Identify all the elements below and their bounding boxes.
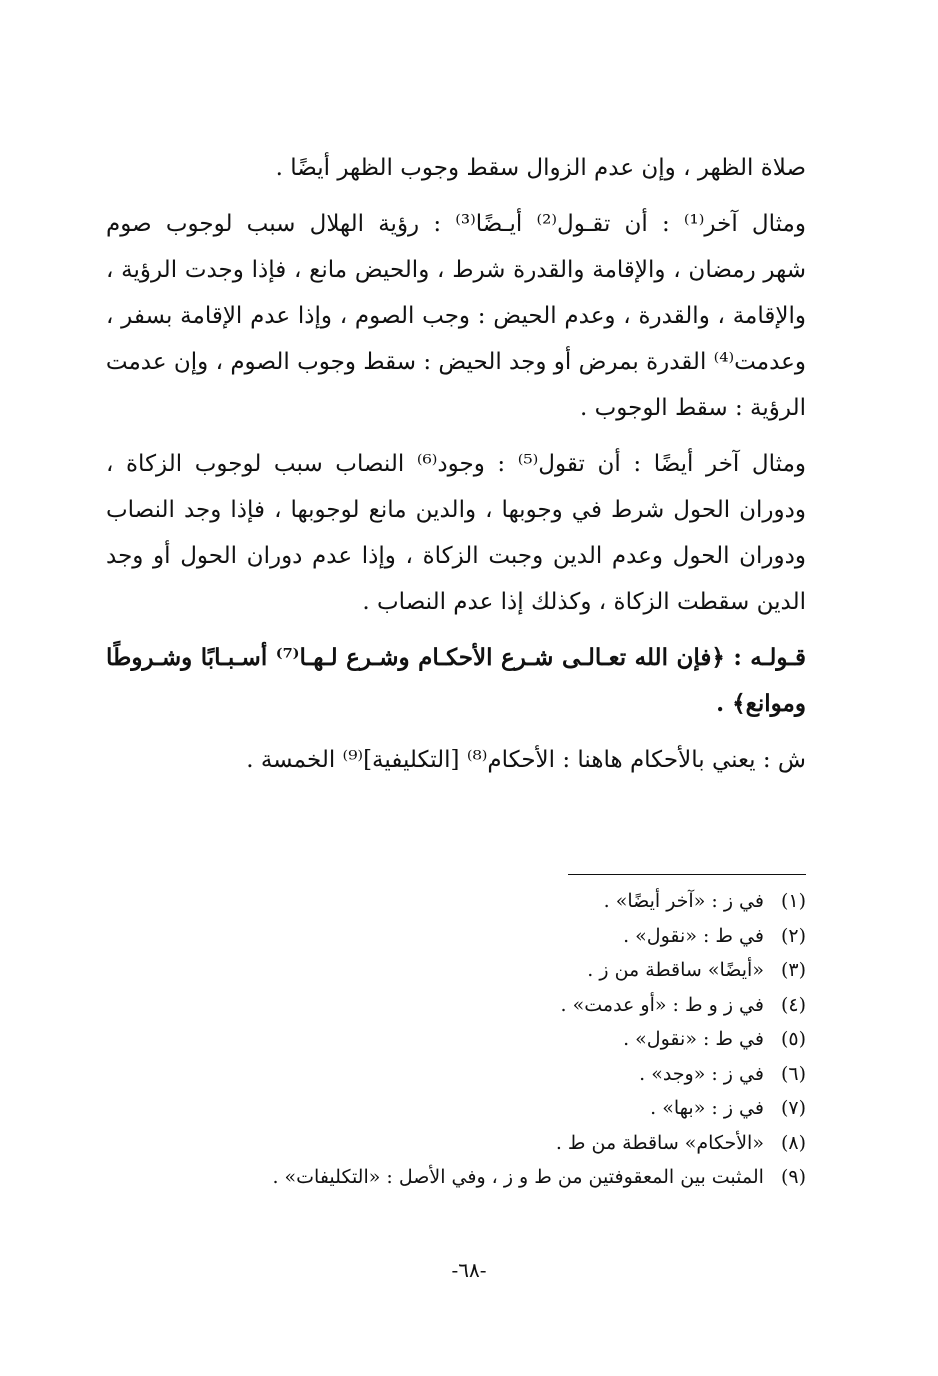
footnote-text: في ز و ط : «أو عدمت» . [560,993,764,1016]
footnote-number: (٣) [780,959,806,981]
quoted-matn-line: قـولـه : ﴿فإن الله تعـالـى شـرع الأحكـام وشـرع لـهـا⁽⁷⁾ أسـبـابًا وشـروطًا [106,644,806,671]
main-text [106,145,806,783]
footnote [206,953,806,988]
footnote-text: في ز : «وجد» . [639,1062,764,1085]
text-line: شهر رمضان ، والإقامة والقدرة شرط ، والحيض مانع ، فإذا وجدت الرؤية ، [106,257,806,283]
text-line: الدين سقطت الزكاة ، وكذلك إذا عدم النصاب . [362,589,806,615]
text-line: والإقامة ، والقدرة ، وعدم الحيض : وجب الصوم ، وإذا عدم الإقامة بسفر ، [106,303,806,329]
text-line: ومثال آخر⁽¹⁾ : أن تقـول⁽²⁾ أيـضًا⁽³⁾ : رؤية الهلال سبب لوجوب صوم [106,211,806,237]
footnote-number: (٥) [780,1028,806,1050]
text-line: ودوران الحول شرط في وجوبها ، والدين مانع لوجوبها ، فإذا وجد النصاب [106,497,806,523]
footnote-text: «الأحكام» ساقطة من ط . [555,1131,764,1154]
footnote-text: في ط : «نقول» . [623,1028,764,1050]
footnote-text: في ز : «آخر أيضًا» . [603,890,764,912]
paragraph-gap [106,191,806,201]
footnotes [206,884,806,1195]
paragraph-gap [106,727,806,737]
paragraph-gap [106,431,806,441]
footnote-text: في ط : «نقول» . [623,924,764,947]
footnote-number: (٦) [780,1062,806,1085]
footnote-text: المثبت بين المعقوفتين من ط و ز ، وفي الأصل : «التكليفات» . [272,1166,764,1188]
footnote-number: (٨) [780,1131,806,1154]
footnote-text: في ز : «بها» . [650,1097,764,1119]
quoted-matn-line: وموانع﴾ . [716,690,806,717]
page-number: -٦٨- [451,1258,487,1282]
paragraph-gap [106,625,806,635]
footnote-number: (١) [780,890,806,912]
footnote [206,988,806,1023]
footnote-number: (٩) [780,1166,806,1188]
footnote [206,1091,806,1126]
footnote-number: (٤) [780,993,806,1016]
footnote-text: «أيضًا» ساقطة من ز . [587,959,764,981]
footnote [206,1057,806,1092]
footnote [206,1160,806,1195]
footnote-number: (٢) [780,924,806,947]
commentary-line: ش : يعني بالأحكام هاهنا : الأحكام⁽⁸⁾ [التكليفية]⁽⁹⁾ الخمسة . [246,747,806,773]
text-line: ودوران الحول وعدم الدين وجبت الزكاة ، وإذا عدم دوران الحول أو وجد [106,543,806,569]
footnote [206,1022,806,1057]
text-line: صلاة الظهر ، وإن عدم الزوال سقط وجوب الظهر أيضًا . [275,155,806,181]
text-line: وعدمت⁽⁴⁾ القدرة بمرض أو وجد الحيض : سقط وجوب الصوم ، وإن عدمت [105,349,806,375]
footnote [206,884,806,919]
footnote-number: (٧) [780,1097,806,1119]
footnote [206,919,806,954]
text-line: الرؤية : سقط الوجوب . [579,395,806,421]
footnote-separator [568,874,806,875]
text-line: ومثال آخر أيضًا : أن تقول⁽⁵⁾ : وجود⁽⁶⁾ النصاب سبب لوجوب الزكاة ، [106,451,806,477]
footnote [206,1126,806,1161]
